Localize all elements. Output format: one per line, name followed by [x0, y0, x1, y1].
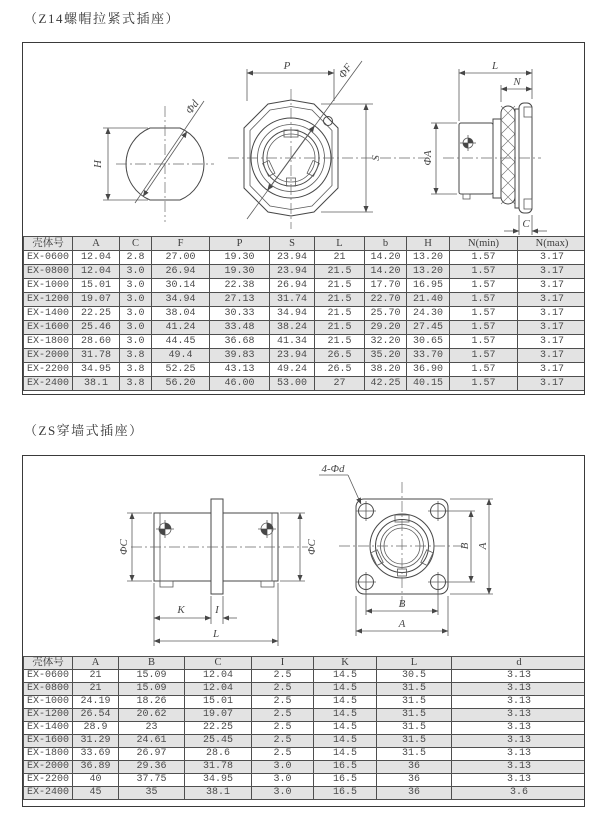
table-cell: EX-2200: [24, 774, 73, 787]
table-cell: 23.94: [270, 349, 315, 363]
table-row: [24, 321, 586, 335]
table-cell: 26.94: [270, 279, 315, 293]
table-cell: 37.75: [119, 774, 185, 787]
table-cell: 16.5: [314, 787, 377, 800]
table-cell: 2.5: [252, 748, 314, 761]
column-header: I: [252, 657, 314, 670]
table-row: [24, 279, 586, 293]
column-header: C: [185, 657, 252, 670]
table-cell: 38.1: [185, 787, 252, 800]
table-cell: 3.0: [252, 774, 314, 787]
table-row: [24, 761, 586, 774]
table-cell: 3.0: [252, 761, 314, 774]
dim-label-K: K: [177, 604, 185, 616]
column-header: N(max): [518, 237, 586, 251]
table-cell: 24.30: [407, 307, 450, 321]
table-cell: 24.19: [73, 696, 119, 709]
table-cell: EX-1800: [24, 748, 73, 761]
table-cell: 1.57: [450, 279, 518, 293]
table-cell: 1.57: [450, 335, 518, 349]
table-cell: 29.36: [119, 761, 185, 774]
table-cell: 39.83: [210, 349, 270, 363]
table-cell: 53.00: [270, 377, 315, 391]
table-cell: 34.94: [270, 307, 315, 321]
table-cell: 44.45: [152, 335, 210, 349]
table-cell: 30.33: [210, 307, 270, 321]
table-cell: 52.25: [152, 363, 210, 377]
table-cell: 3.17: [518, 321, 586, 335]
table-row: [24, 748, 586, 761]
table-cell: 36.89: [73, 761, 119, 774]
table-cell: EX-2400: [24, 377, 73, 391]
table-cell: 19.30: [210, 251, 270, 265]
table-cell: EX-2000: [24, 761, 73, 774]
table-cell: EX-0800: [24, 683, 73, 696]
table-cell: 31.5: [377, 709, 452, 722]
zs-dimension-table: [23, 656, 585, 800]
table-cell: 1.57: [450, 265, 518, 279]
table-cell: EX-1800: [24, 335, 73, 349]
table-cell: 49.24: [270, 363, 315, 377]
table-cell: 27.45: [407, 321, 450, 335]
table-cell: 3.13: [452, 761, 586, 774]
table-cell: 25.45: [185, 735, 252, 748]
table-cell: 34.94: [152, 293, 210, 307]
table-cell: 14.5: [314, 735, 377, 748]
table-row: [24, 696, 586, 709]
table-cell: 36: [377, 787, 452, 800]
table-cell: 19.07: [185, 709, 252, 722]
dim-label-phi-C-right: ΦC: [306, 539, 318, 555]
table-cell: 18.26: [119, 696, 185, 709]
dim-label-phi-C-left: ΦC: [118, 539, 130, 555]
table-cell: 26.54: [73, 709, 119, 722]
table-cell: 15.09: [119, 670, 185, 683]
table-cell: 31.78: [185, 761, 252, 774]
dim-label-C: C: [522, 218, 530, 230]
column-header: N(min): [450, 237, 518, 251]
column-header: A: [73, 237, 120, 251]
table-cell: 1.57: [450, 321, 518, 335]
table-cell: 21.5: [315, 335, 365, 349]
table-cell: EX-1000: [24, 696, 73, 709]
dim-label-phi-A: ΦA: [422, 150, 434, 166]
table-cell: 23.94: [270, 251, 315, 265]
table-cell: 3.17: [518, 279, 586, 293]
table-row: [24, 251, 586, 265]
table-cell: 3.13: [452, 683, 586, 696]
table-cell: 21.5: [315, 265, 365, 279]
table-cell: 2.5: [252, 722, 314, 735]
table-cell: 26.5: [315, 349, 365, 363]
table-row: [24, 670, 586, 683]
hole-callout-label: 4-Φd: [321, 463, 345, 475]
table-cell: 19.07: [73, 293, 120, 307]
table-cell: 12.04: [185, 670, 252, 683]
table-cell: 46.00: [210, 377, 270, 391]
table-cell: 14.5: [314, 722, 377, 735]
table-cell: 38.24: [270, 321, 315, 335]
table-cell: 15.01: [73, 279, 120, 293]
table-cell: 31.74: [270, 293, 315, 307]
table-cell: 34.95: [73, 363, 120, 377]
table-row: [24, 377, 586, 391]
table-cell: 38.20: [365, 363, 407, 377]
table-cell: 16.5: [314, 774, 377, 787]
table-cell: 41.34: [270, 335, 315, 349]
center-mark-icon: [258, 520, 276, 538]
center-mark-icon: [156, 520, 174, 538]
table-cell: 32.20: [365, 335, 407, 349]
table-cell: 3.8: [120, 363, 152, 377]
table-row: [24, 265, 586, 279]
z14-front-view: [92, 98, 214, 222]
table-cell: 29.20: [365, 321, 407, 335]
dim-label-P: P: [283, 60, 291, 72]
column-header: 壳体号: [24, 657, 73, 670]
table-cell: 31.5: [377, 735, 452, 748]
zs-section-title: （ZS穿墙式插座）: [24, 423, 144, 438]
column-header: L: [315, 237, 365, 251]
table-cell: 21.5: [315, 321, 365, 335]
dim-label-B-bottom: B: [398, 598, 406, 610]
table-cell: 28.6: [185, 748, 252, 761]
table-cell: 31.5: [377, 696, 452, 709]
dim-label-L: L: [491, 60, 499, 72]
table-cell: 22.25: [185, 722, 252, 735]
table-row: [24, 363, 586, 377]
table-cell: 15.01: [185, 696, 252, 709]
table-cell: 24.61: [119, 735, 185, 748]
table-cell: EX-1200: [24, 709, 73, 722]
z14-panel: [22, 42, 585, 395]
table-cell: 38.1: [73, 377, 120, 391]
table-cell: 31.5: [377, 722, 452, 735]
table-cell: 14.20: [365, 251, 407, 265]
table-header-row: [24, 657, 586, 670]
zs-drawings: [23, 456, 585, 656]
zs-side-view: [118, 499, 318, 646]
table-cell: EX-2200: [24, 363, 73, 377]
column-header: 壳体号: [24, 237, 73, 251]
table-cell: 3.17: [518, 377, 586, 391]
column-header: L: [377, 657, 452, 670]
table-row: [24, 683, 586, 696]
table-cell: 27: [315, 377, 365, 391]
table-cell: 3.13: [452, 696, 586, 709]
table-cell: EX-2000: [24, 349, 73, 363]
table-cell: EX-1600: [24, 735, 73, 748]
table-cell: EX-1400: [24, 722, 73, 735]
column-header: H: [407, 237, 450, 251]
table-row: [24, 774, 586, 787]
table-cell: 31.29: [73, 735, 119, 748]
table-cell: 3.13: [452, 774, 586, 787]
table-cell: 14.5: [314, 748, 377, 761]
table-cell: 20.62: [119, 709, 185, 722]
table-cell: 19.30: [210, 265, 270, 279]
table-cell: 3.17: [518, 363, 586, 377]
dim-label-N: N: [513, 76, 521, 88]
table-cell: 3.0: [120, 293, 152, 307]
table-cell: 23.94: [270, 265, 315, 279]
table-cell: 3.17: [518, 335, 586, 349]
table-cell: 3.13: [452, 722, 586, 735]
table-cell: 40.15: [407, 377, 450, 391]
table-cell: 1.57: [450, 377, 518, 391]
table-cell: 1.57: [450, 293, 518, 307]
table-cell: 1.57: [450, 363, 518, 377]
table-cell: 27.00: [152, 251, 210, 265]
table-row: [24, 293, 586, 307]
table-cell: 14.5: [314, 696, 377, 709]
table-cell: 36: [377, 774, 452, 787]
table-cell: 26.5: [315, 363, 365, 377]
table-cell: 3.0: [120, 279, 152, 293]
z14-drawings: [23, 43, 585, 236]
table-cell: 40: [73, 774, 119, 787]
zs-front-view: [319, 463, 493, 636]
table-cell: EX-0600: [24, 251, 73, 265]
dim-label-I: I: [215, 604, 219, 616]
zs-panel: [22, 455, 585, 807]
table-cell: 2.5: [252, 735, 314, 748]
table-cell: 21.40: [407, 293, 450, 307]
table-cell: 21: [315, 251, 365, 265]
table-cell: 36.90: [407, 363, 450, 377]
dim-label-L: L: [212, 628, 220, 640]
table-row: [24, 735, 586, 748]
table-cell: 3.0: [120, 321, 152, 335]
z14-flange-view: [228, 60, 428, 229]
table-row: [24, 709, 586, 722]
table-cell: 1.57: [450, 307, 518, 321]
table-cell: 25.46: [73, 321, 120, 335]
z14-section-title: （Z14螺帽拉紧式插座）: [24, 11, 180, 26]
table-cell: EX-2400: [24, 787, 73, 800]
table-cell: 2.5: [252, 709, 314, 722]
dim-label-A-right: A: [477, 542, 489, 550]
column-header: F: [152, 237, 210, 251]
table-cell: 14.5: [314, 683, 377, 696]
table-cell: 21.5: [315, 279, 365, 293]
column-header: d: [452, 657, 586, 670]
table-cell: 1.57: [450, 251, 518, 265]
table-row: [24, 307, 586, 321]
table-cell: 3.17: [518, 293, 586, 307]
table-row: [24, 787, 586, 800]
table-cell: 3.17: [518, 265, 586, 279]
table-cell: 30.5: [377, 670, 452, 683]
table-cell: 22.25: [73, 307, 120, 321]
table-cell: 35.20: [365, 349, 407, 363]
table-cell: 2.8: [120, 251, 152, 265]
table-cell: EX-1200: [24, 293, 73, 307]
table-cell: 33.69: [73, 748, 119, 761]
table-cell: 3.13: [452, 748, 586, 761]
table-cell: 28.9: [73, 722, 119, 735]
dim-label-B-right: B: [459, 542, 471, 550]
column-header: K: [314, 657, 377, 670]
table-cell: 3.13: [452, 735, 586, 748]
table-cell: 21.5: [315, 307, 365, 321]
column-header: b: [365, 237, 407, 251]
column-header: C: [120, 237, 152, 251]
table-cell: 22.70: [365, 293, 407, 307]
table-cell: 17.70: [365, 279, 407, 293]
table-cell: 43.13: [210, 363, 270, 377]
table-header-row: [24, 237, 586, 251]
table-cell: 1.57: [450, 349, 518, 363]
table-cell: EX-1400: [24, 307, 73, 321]
table-cell: 35: [119, 787, 185, 800]
table-cell: 3.13: [452, 670, 586, 683]
knurl-hatch: [501, 106, 515, 204]
table-cell: 3.8: [120, 377, 152, 391]
dim-label-A-bottom: A: [398, 618, 406, 630]
table-cell: 31.5: [377, 683, 452, 696]
dim-label-phi-d: Φd: [183, 98, 202, 117]
table-cell: 3.17: [518, 349, 586, 363]
table-cell: 12.04: [185, 683, 252, 696]
table-cell: 36.68: [210, 335, 270, 349]
table-cell: 49.4: [152, 349, 210, 363]
z14-dimension-table: [23, 236, 585, 391]
table-cell: 23: [119, 722, 185, 735]
table-cell: 14.20: [365, 265, 407, 279]
table-row: [24, 349, 586, 363]
table-cell: 3.6: [452, 787, 586, 800]
table-cell: EX-0600: [24, 670, 73, 683]
table-cell: 15.09: [119, 683, 185, 696]
table-cell: EX-1000: [24, 279, 73, 293]
table-cell: 30.14: [152, 279, 210, 293]
table-cell: 3.17: [518, 307, 586, 321]
table-cell: 3.0: [252, 787, 314, 800]
table-cell: 31.5: [377, 748, 452, 761]
table-cell: 13.20: [407, 265, 450, 279]
column-header: B: [119, 657, 185, 670]
table-cell: 27.13: [210, 293, 270, 307]
table-cell: 21: [73, 683, 119, 696]
table-cell: 28.60: [73, 335, 120, 349]
dim-label-phi-F: ΦF: [336, 61, 355, 81]
table-cell: 3.0: [120, 265, 152, 279]
dim-label-H: H: [92, 160, 104, 168]
table-cell: 16.95: [407, 279, 450, 293]
table-cell: EX-1600: [24, 321, 73, 335]
table-cell: 2.5: [252, 670, 314, 683]
table-cell: 13.20: [407, 251, 450, 265]
table-cell: 34.95: [185, 774, 252, 787]
table-cell: 30.65: [407, 335, 450, 349]
table-cell: 36: [377, 761, 452, 774]
table-cell: 14.5: [314, 709, 377, 722]
table-cell: 21.5: [315, 293, 365, 307]
table-cell: 3.13: [452, 709, 586, 722]
z14-side-view: [422, 60, 547, 235]
table-cell: 22.38: [210, 279, 270, 293]
table-row: [24, 722, 586, 735]
table-cell: 41.24: [152, 321, 210, 335]
table-cell: 33.70: [407, 349, 450, 363]
center-mark-icon: [460, 135, 476, 151]
table-cell: 3.0: [120, 335, 152, 349]
table-cell: 14.5: [314, 670, 377, 683]
table-cell: 12.04: [73, 265, 120, 279]
table-cell: 12.04: [73, 251, 120, 265]
table-cell: 25.70: [365, 307, 407, 321]
column-header: P: [210, 237, 270, 251]
table-cell: 3.8: [120, 349, 152, 363]
table-cell: 2.5: [252, 683, 314, 696]
table-cell: 16.5: [314, 761, 377, 774]
table-cell: 26.97: [119, 748, 185, 761]
table-cell: EX-0800: [24, 265, 73, 279]
table-cell: 45: [73, 787, 119, 800]
dim-label-S: S: [370, 155, 382, 161]
table-cell: 56.20: [152, 377, 210, 391]
table-row: [24, 335, 586, 349]
table-cell: 33.48: [210, 321, 270, 335]
table-cell: 3.17: [518, 251, 586, 265]
table-cell: 38.04: [152, 307, 210, 321]
table-cell: 21: [73, 670, 119, 683]
table-cell: 42.25: [365, 377, 407, 391]
table-cell: 31.78: [73, 349, 120, 363]
table-cell: 2.5: [252, 696, 314, 709]
column-header: S: [270, 237, 315, 251]
column-header: A: [73, 657, 119, 670]
table-cell: 26.94: [152, 265, 210, 279]
table-cell: 3.0: [120, 307, 152, 321]
